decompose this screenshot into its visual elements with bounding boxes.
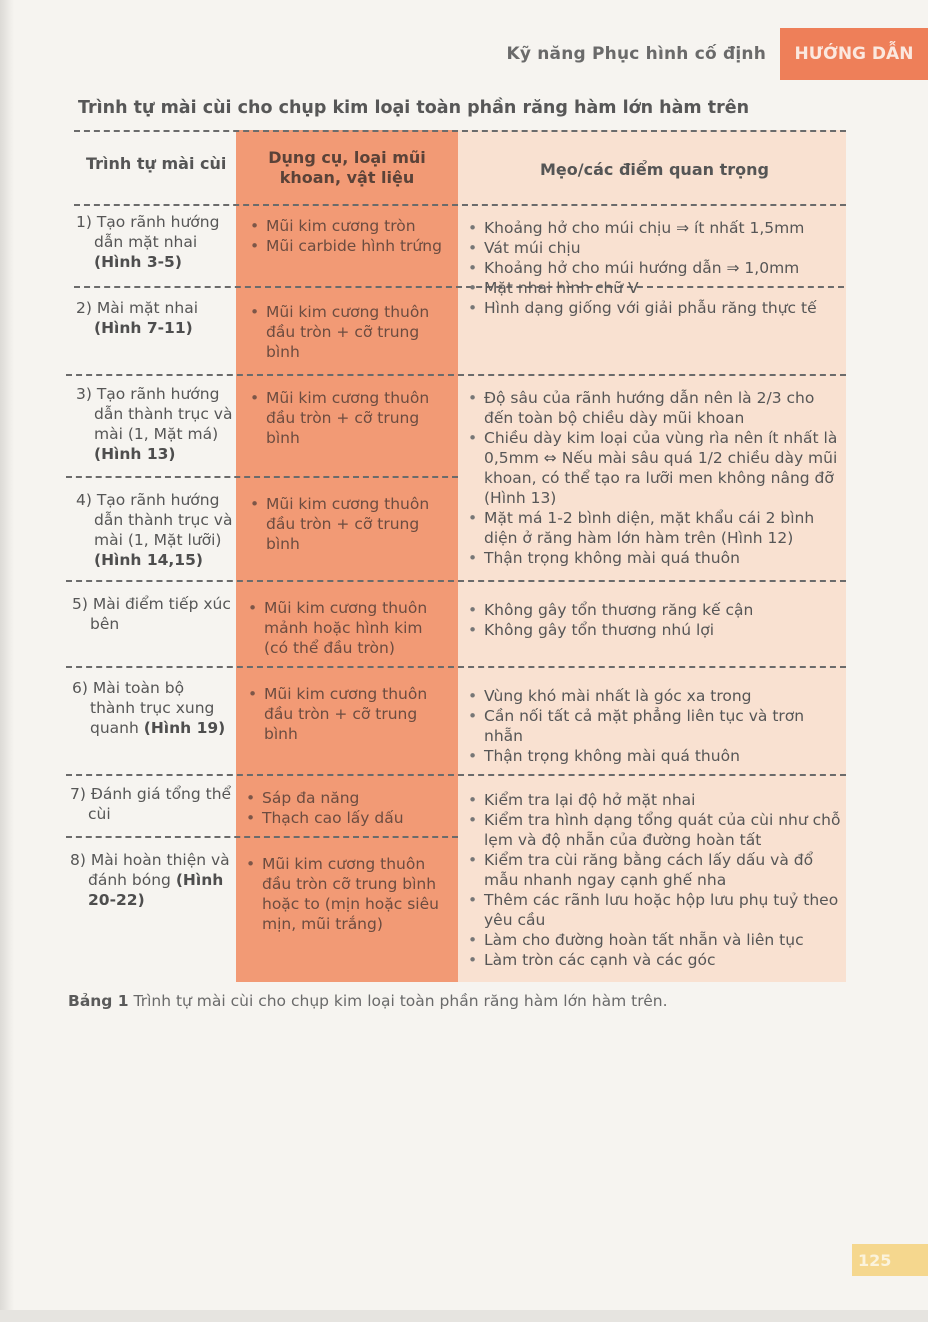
tip-4-3: • Thận trọng không mài quá thuôn: [468, 746, 844, 766]
step-4-figure-ref: (Hình 14,15): [94, 551, 203, 569]
step-3-line1: 3) Tạo rãnh hướng: [76, 385, 220, 403]
tip-4-1: • Vùng khó mài nhất là góc xa trong: [468, 686, 844, 706]
tips-group-3: [468, 600, 844, 640]
header-step: Trình tự mài cùi: [86, 154, 227, 173]
step-1-line1: 1) Tạo rãnh hướng: [76, 213, 220, 231]
step-3-figure-ref: (Hình 13): [94, 445, 176, 463]
step-2-line1: 2) Mài mặt nhai: [76, 299, 198, 317]
step-4-line3: mài (1, Mặt lưỡi): [94, 531, 222, 549]
tool-7-item-1: • Sáp đa năng: [246, 788, 452, 808]
tip-1-3: • Khoảng hở cho múi hướng dẫn ⇒ 1,0mm: [468, 258, 844, 278]
tip-2-3: • Mặt má 1-2 bình diện, mặt khẩu cái 2 bình diện ở răng hàm lớn hàm trên (Hình 12): [468, 508, 844, 548]
step-8: [70, 850, 230, 910]
header-rule: [74, 204, 846, 206]
tip-3-2: • Không gây tổn thương nhú lợi: [468, 620, 844, 640]
tip-5-1: • Kiểm tra lại độ hở mặt nhai: [468, 790, 844, 810]
tool-7-item-2: • Thạch cao lấy dấu: [246, 808, 452, 828]
tip-1-5: • Hình dạng giống với giải phẫu răng thực tế: [468, 298, 844, 318]
running-header: [506, 28, 928, 80]
step-1-figure-ref: (Hình 3-5): [94, 253, 182, 271]
tips-group-2: [468, 388, 844, 568]
row-rule-4: [66, 580, 846, 582]
step-8-figure-ref: (Hình: [175, 871, 224, 889]
table-top-rule: [74, 130, 846, 132]
tip-5-4: • Thêm các rãnh lưu hoặc hộp lưu phụ tuỷ theo yêu cầu: [468, 890, 844, 930]
tool-8-item-1: • Mũi kim cương thuôn đầu tròn cỡ trung bình hoặc to (mịn hoặc siêu mịn, mũi trắng): [246, 854, 450, 934]
tip-2-1: • Độ sâu của rãnh hướng dẫn nên là 2/3 cho đến toàn bộ chiều dày mũi khoan: [468, 388, 844, 428]
tip-5-2: • Kiểm tra hình dạng tổng quát của cùi như chỗ lẹm và độ nhẵn của đường hoàn tất: [468, 810, 844, 850]
caption-text: Trình tự mài cùi cho chụp kim loại toàn phần răng hàm lớn hàm trên.: [133, 992, 668, 1010]
step-2-figure-ref: (Hình 7-11): [94, 319, 193, 337]
page-edge-shadow: [0, 0, 14, 1322]
step-8-figure-ref-2: 20-22): [88, 891, 145, 909]
step-5-line1: 5) Mài điểm tiếp xúc: [72, 595, 231, 613]
tool-5: [248, 598, 444, 658]
tool-1: [250, 216, 456, 256]
table-caption: [68, 992, 668, 1010]
row-rule-2: [66, 374, 846, 376]
section-badge: HƯỚNG DẪN: [780, 28, 928, 80]
step-7-line1: 7) Đánh giá tổng thể: [70, 785, 232, 803]
row-rule-5: [66, 666, 846, 668]
tip-1-1: • Khoảng hở cho múi chịu ⇒ ít nhất 1,5mm: [468, 218, 844, 238]
procedure-table: [66, 130, 846, 982]
step-8-line2: đánh bóng: [88, 871, 171, 889]
tool-1-item-2: • Mũi carbide hình trứng: [250, 236, 456, 256]
step-7-line2: cùi: [88, 805, 111, 823]
tip-1-4: • Mặt nhai hình chữ V: [468, 278, 844, 298]
tool-2: [250, 302, 440, 362]
table-title: Trình tự mài cùi cho chụp kim loại toàn phần răng hàm lớn hàm trên: [78, 98, 750, 118]
tip-2-2: • Chiều dày kim loại của vùng rìa nên ít nhất là 0,5mm ⇔ Nếu mài sâu quá 1/2 chiều dày mũi khoan, có thể tạo ra lưỡi men không nâng đỡ (Hình 13): [468, 428, 844, 508]
step-4: [76, 490, 232, 570]
page-bottom-strip: [0, 1310, 928, 1322]
step-1-line2: dẫn mặt nhai: [94, 233, 198, 251]
tool-8: [246, 854, 450, 934]
tool-4-item-1: • Mũi kim cương thuôn đầu tròn + cỡ trung bình: [250, 494, 440, 554]
tool-6: [248, 684, 438, 744]
row-rule-6: [66, 774, 846, 776]
step-3-line3: mài (1, Mặt má): [94, 425, 219, 443]
tips-group-4: [468, 686, 844, 766]
tips-group-1: [468, 218, 844, 318]
tool-4: [250, 494, 440, 554]
header-tips: Mẹo/các điểm quan trọng: [540, 160, 769, 179]
tool-6-item-1: • Mũi kim cương thuôn đầu tròn + cỡ trung bình: [248, 684, 438, 744]
tool-3: [250, 388, 440, 448]
tool-2-item-1: • Mũi kim cương thuôn đầu tròn + cỡ trung bình: [250, 302, 440, 362]
step-2: [76, 298, 198, 338]
step-3: [76, 384, 232, 464]
step-6-figure-ref: (Hình 19): [143, 719, 226, 737]
step-1: [76, 212, 219, 272]
tip-5-3: • Kiểm tra cùi răng bằng cách lấy dấu và đổ mẫu nhanh ngay cạnh ghế nha: [468, 850, 844, 890]
tool-5-item-1: • Mũi kim cương thuôn mảnh hoặc hình kim (có thể đầu tròn): [248, 598, 444, 658]
step-6: [72, 678, 225, 738]
step-8-line1: 8) Mài hoàn thiện và: [70, 851, 230, 869]
header-tool-line2: khoan, vật liệu: [279, 168, 415, 187]
tip-3-1: • Không gây tổn thương răng kế cận: [468, 600, 844, 620]
step-6-line2: thành trục xung: [90, 699, 215, 717]
tool-7: [246, 788, 452, 828]
header-tool-line1: Dụng cụ, loại mũi: [268, 148, 426, 167]
step-7: [70, 784, 231, 824]
tip-4-2: • Cần nối tất cả mặt phẳng liên tục và trơn nhẵn: [468, 706, 844, 746]
step-5: [72, 594, 231, 634]
tip-5-5: • Làm cho đường hoàn tất nhẵn và liên tục: [468, 930, 844, 950]
step-6-line3: quanh: [90, 719, 139, 737]
page-number: 125: [852, 1244, 928, 1276]
step-4-line1: 4) Tạo rãnh hướng: [76, 491, 220, 509]
tip-1-2: • Vát múi chịu: [468, 238, 844, 258]
header-tool: [236, 148, 458, 188]
step-3-line2: dẫn thành trục và: [94, 405, 233, 423]
tool-3-item-1: • Mũi kim cương thuôn đầu tròn + cỡ trung bình: [250, 388, 440, 448]
step-5-line2: bên: [90, 615, 120, 633]
tips-group-5: [468, 790, 844, 970]
tool-1-item-1: • Mũi kim cương tròn: [250, 216, 456, 236]
row-rule-7: [66, 836, 458, 838]
step-4-line2: dẫn thành trục và: [94, 511, 233, 529]
book-title: Kỹ năng Phục hình cố định: [506, 44, 766, 64]
caption-label: Bảng 1: [68, 992, 129, 1010]
row-rule-3: [66, 476, 458, 478]
tip-5-6: • Làm tròn các cạnh và các góc: [468, 950, 844, 970]
tip-2-4: • Thận trọng không mài quá thuôn: [468, 548, 844, 568]
step-6-line1: 6) Mài toàn bộ: [72, 679, 185, 697]
